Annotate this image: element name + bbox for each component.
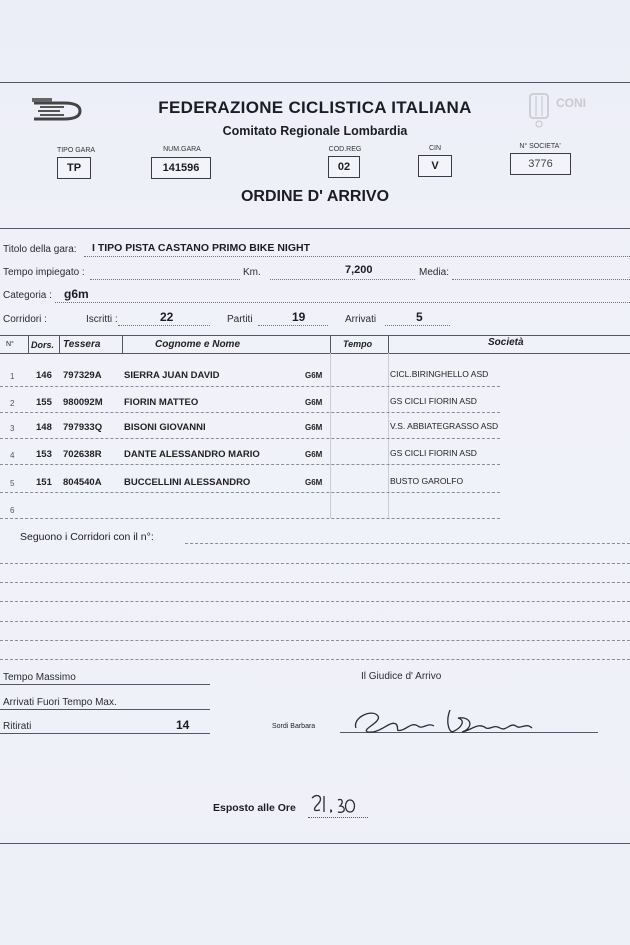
seguono-label: Seguono i Corridori con il n°: (20, 531, 154, 543)
row-category: G6M (305, 371, 323, 380)
col-guide (330, 353, 331, 518)
media-label: Media: (419, 267, 450, 278)
tipo-gara-value: TP (57, 157, 91, 179)
km-value: 7,200 (345, 264, 373, 276)
row-nome: DANTE ALESSANDRO MARIO (124, 449, 260, 460)
tempo-massimo-label: Tempo Massimo (3, 672, 76, 683)
partiti-label: Partiti (227, 314, 253, 325)
titolo-value: I TIPO PISTA CASTANO PRIMO BIKE NIGHT (92, 242, 310, 254)
coni-logo-icon (526, 92, 596, 128)
row-line (0, 518, 500, 519)
col-header-n: N° (6, 341, 14, 348)
row-tessera: 797933Q (63, 422, 103, 433)
row-category: G6M (305, 423, 323, 432)
col-sep (122, 335, 123, 353)
row-tessera: 980092M (63, 397, 103, 408)
row-number: 4 (10, 451, 15, 460)
coni-logo-text: CONI (556, 96, 586, 110)
row-line (0, 386, 500, 387)
row-societa: BUSTO GAROLFO (390, 476, 464, 486)
esposto-label: Esposto alle Ore (213, 802, 296, 814)
table-top-border (0, 335, 630, 336)
document-title: ORDINE D' ARRIVO (240, 188, 390, 205)
num-gara-value: 141596 (151, 157, 211, 179)
row-dors: 151 (36, 477, 52, 488)
row-tessera: 804540A (63, 477, 102, 488)
blank-line (0, 601, 630, 602)
iscritti-value: 22 (160, 310, 174, 324)
col-sep (388, 335, 389, 353)
row-number: 2 (10, 399, 15, 408)
tipo-gara-label: TIPO GARA (56, 147, 96, 154)
titolo-label: Titolo della gara: (3, 244, 77, 255)
row-dors: 148 (36, 422, 52, 433)
esposto-line (308, 817, 368, 818)
cin-value: V (418, 155, 452, 177)
categoria-value: g6m (64, 287, 89, 301)
row-line (0, 412, 500, 413)
esposto-time-handwritten (308, 792, 370, 820)
iscritti-label: Iscritti : (86, 314, 118, 325)
giudice-label: Il Giudice d' Arrivo (361, 671, 442, 682)
row-category: G6M (305, 398, 323, 407)
row-tessera: 702638R (63, 449, 102, 460)
blank-line (0, 563, 630, 564)
row-societa: V.S. ABBIATEGRASSO ASD (390, 421, 499, 431)
row-line (0, 464, 500, 465)
giudice-name: Sordi Barbara (272, 723, 316, 730)
arrivati-label: Arrivati (345, 314, 377, 325)
row-category: G6M (305, 450, 323, 459)
fuori-tempo-line (0, 709, 210, 710)
row-societa: GS CICLI FIORIN ASD (390, 396, 477, 406)
committee-title: Comitato Regionale Lombardia (222, 124, 408, 138)
corridori-label: Corridori : (3, 314, 47, 325)
row-number: 1 (10, 372, 15, 381)
societa-code-label: N° SOCIETA' (519, 143, 561, 150)
col-sep (330, 335, 331, 353)
blank-line (0, 659, 630, 660)
num-gara-label: NUM.GARA (163, 146, 201, 153)
titolo-line (84, 256, 630, 257)
col-header-tempo: Tempo (343, 339, 373, 349)
col-header-dors: Dors. (31, 340, 55, 350)
ritirati-label: Ritirati (3, 721, 32, 732)
row-nome: BUCCELLINI ALESSANDRO (124, 477, 251, 488)
tempo-impiegato-label: Tempo impiegato : (3, 267, 85, 278)
tempo-massimo-line (0, 684, 210, 685)
km-label: Km. (243, 267, 261, 278)
media-line (452, 279, 630, 280)
row-number: 3 (10, 424, 15, 433)
ritirati-line (0, 733, 210, 734)
row-dors: 155 (36, 397, 52, 408)
section-divider (0, 228, 630, 229)
row-line (0, 492, 500, 493)
row-nome: SIERRA JUAN DAVID (124, 370, 220, 381)
col-header-nome: Cognome e Nome (155, 339, 241, 350)
ritirati-value: 14 (176, 718, 190, 732)
tempo-line (90, 279, 240, 280)
row-dors: 146 (36, 370, 52, 381)
signature-image (350, 700, 550, 738)
seguono-line (185, 543, 630, 544)
societa-code-value: 3776 (510, 153, 571, 175)
cod-reg-label: COD.REG (328, 146, 362, 153)
categoria-label: Categoria : (3, 290, 52, 301)
cod-reg-value: 02 (328, 156, 360, 178)
partiti-line (258, 325, 328, 326)
top-border (0, 82, 630, 83)
arrivati-value: 5 (416, 310, 423, 324)
km-line (270, 279, 415, 280)
blank-line (0, 582, 630, 583)
row-number: 5 (10, 479, 15, 488)
arrivati-line (385, 325, 450, 326)
row-nome: FIORIN MATTEO (124, 397, 199, 408)
row-nome: BISONI GIOVANNI (124, 422, 206, 433)
row-dors: 153 (36, 449, 52, 460)
col-header-tessera: Tessera (63, 339, 101, 350)
row-tessera: 797329A (63, 370, 102, 381)
col-sep (28, 335, 29, 353)
row-number: 6 (10, 506, 15, 515)
partiti-value: 19 (292, 310, 306, 324)
blank-line (0, 640, 630, 641)
row-category: G6M (305, 478, 323, 487)
col-sep (59, 335, 60, 353)
row-societa: GS CICLI FIORIN ASD (390, 448, 477, 458)
row-line (0, 438, 500, 439)
row-societa: CICL.BIRINGHELLO ASD (390, 369, 489, 379)
table-header-border (0, 353, 630, 354)
blank-line (0, 621, 630, 622)
col-header-societa: Società (488, 337, 524, 348)
bottom-border (0, 843, 630, 844)
iscritti-line (118, 325, 210, 326)
categoria-line (55, 302, 630, 303)
col-guide (388, 353, 389, 518)
cin-label: CIN (428, 145, 442, 152)
fuori-tempo-label: Arrivati Fuori Tempo Max. (3, 697, 117, 708)
federation-title: FEDERAZIONE CICLISTICA ITALIANA (158, 98, 472, 117)
